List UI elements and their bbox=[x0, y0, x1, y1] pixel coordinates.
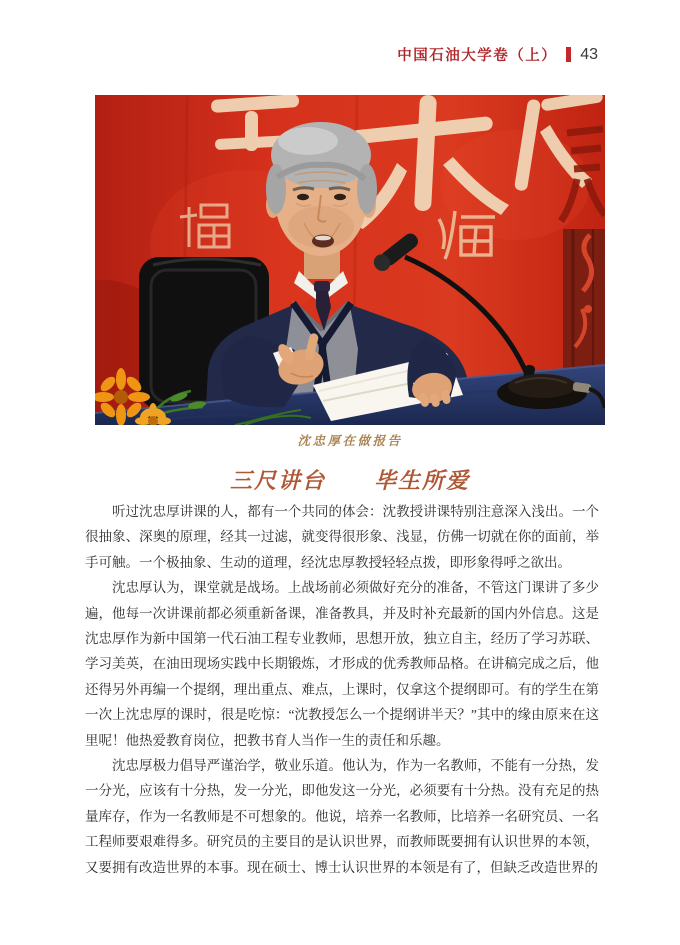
page-number: 43 bbox=[580, 45, 598, 63]
side-panel bbox=[563, 229, 605, 375]
photo-caption: 沈忠厚在做报告 bbox=[297, 434, 403, 448]
article-paragraph: 沈忠厚极力倡导严谨治学，敬业乐道。他认为，作为一名教师，不能有一分热，发一分光，应该有十分热，发一分光，即他发这一分光，必须要有十分热。没有充足的热量库存，作为一名教师是不可想象的。他说，培养一名教师，比培养一名研究员、一名工程师要艰难得多。研究员的主要目的是认识世界，而教师既要拥有认识世界的本领，又要拥有改造世界的本事。现在硕士、博士认识世界的本领是有了，但缺乏改造世界的 bbox=[85, 758, 599, 875]
page-header bbox=[397, 44, 598, 65]
photo-shen-zhonghou bbox=[95, 95, 605, 425]
photo-illustration bbox=[95, 95, 605, 425]
article-body bbox=[85, 499, 599, 880]
header-accent-bar bbox=[566, 47, 571, 62]
section-title: 三尺讲台 毕生所爱 bbox=[229, 468, 470, 493]
article-paragraph: 听过沈忠厚讲课的人，都有一个共同的体会：沈教授讲课特别注意深入浅出。一个很抽象、深奥的原理，经其一过滤，就变得很形象、浅显，仿佛一切就在你的面前，举手可触。一个极抽象、生动的道理，经沈忠厚教授轻轻点拨，即形象得呼之欲出。 bbox=[85, 504, 599, 570]
book-title: 中国石油大学卷（上） bbox=[397, 48, 558, 64]
article-paragraph: 沈忠厚认为，课堂就是战场。上战场前必须做好充分的准备，不管这门课讲了多少遍，他每一次讲课前都必须重新备课，准备教具，并及时补充最新的国内外信息。这是沈忠厚作为新中国第一代石油工程专业教师，思想开放，独立自主，经历了学习苏联、学习美英，在油田现场实践中长期锻炼，才形成的优秀教师品格。在讲稿完成之后，他还得另外再编一个提纲，理出重点、难点，上课时，仅拿这个提纲即可。有的学生在第一次上沈忠厚的课时，很是吃惊：“沈教授怎么一个提纲讲半天？”其中的缘由原来在这里呢！他热爱教育岗位，把教书育人当作一生的责任和乐趣。 bbox=[85, 580, 599, 748]
